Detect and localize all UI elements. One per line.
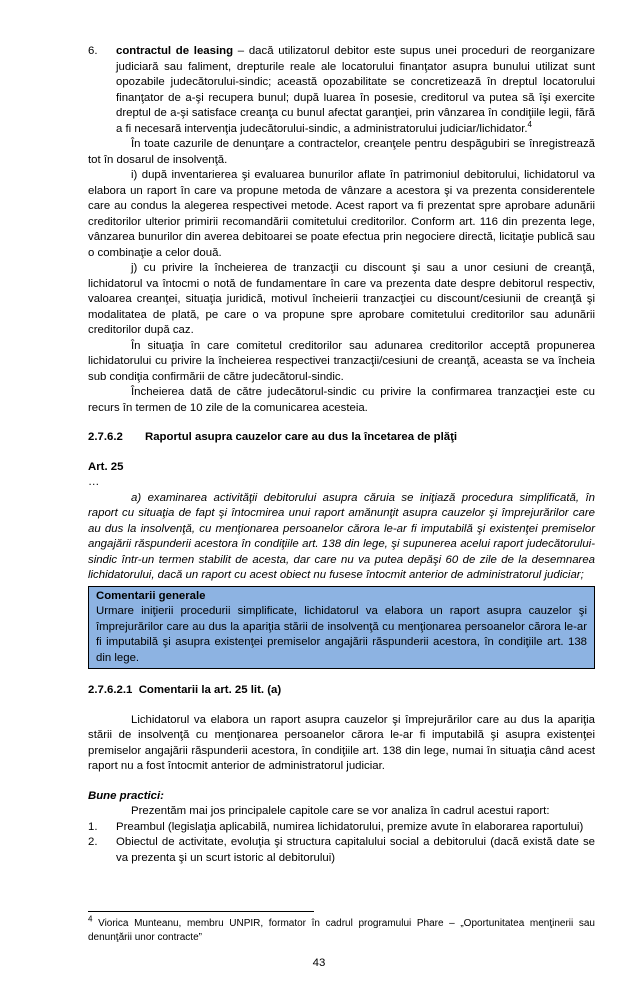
paragraph-comitet: În situaţia în care comitetul creditorilor sau adunarea creditorilor acceptă propunerea lichidatorului cu privire la încheierea respectivei tranzacţii/cesiuni de creanţă, aceasta se va încheia sub condiţia confirmării de către judecătorul-sindic. [88, 339, 595, 383]
footnote-text: Viorica Munteanu, membru UNPIR, formator în cadrul programului Phare – „Oportunitatea menţinerii sau denunţării unor contracte” [88, 918, 595, 943]
list-item [88, 835, 595, 866]
comment-box-title: Comentarii generale [96, 589, 206, 602]
list-text: Preambul (legislaţia aplicabilă, numirea lichidatorului, premize avute în elaborarea raportului) [116, 820, 584, 833]
subsection-title: Comentarii la art. 25 lit. (a) [138, 684, 282, 696]
article-title: Art. 25 [88, 460, 124, 473]
article-text: a) examinarea activităţii debitorului asupra căruia se iniţiază procedura simplificată, în raport cu situaţia de fapt şi întocmirea unui raport amănunţit asupra cauzelor şi împrejurărilor care au dus la insolvenţă, cu menţionarea persoanelor cărora le-ar fi imputabilă şi existenţei premiselor angajării răspunderii acestora în condiţiile art. 138 din lege, şi supunerea acelui raport judecătorului-sindic într-un termen stabilit de acesta, dar care nu va putea depăşi 60 de zile de la desemnarea lichidatorului, dacă un raport cu acest obiect nu fusese întocmit anterior de administratorul judiciar; [88, 491, 595, 581]
page-number: 43 [312, 957, 326, 969]
footnote [88, 914, 595, 945]
paragraph-i: i) după inventarierea şi evaluarea bunurilor aflate în patrimoniul debitorului, lichidatorul va elabora un raport în care va propune metoda de vânzare a acestora şi va prezenta considerentele care au condus la alegerea respectivei metode. Acest raport va fi prezentat spre aprobare adunării creditorilor ulterior primirii recomandării comitetului creditorilor. Conform art. 116 din prezenta lege, vânzarea bunurilor din averea debitoarei se poate efectua prin negociere directă, licitaţie publică sau o combinaţie a celor două. [88, 169, 595, 259]
item-text: – dacă utilizatorul debitor este supus unei proceduri de reorganizare judiciară sau faliment, drepturile reale ale locatorului finanţator asupra bunului utilizat sunt opozabile judecătorului-sindic; această opozabilitate se concretizează în dreptul locatorului finanţator de a-şi recupera bunul; după luarea în posesie, creditorul va putea să îşi exercite dreptul de a-şi satisface creanţa cu bunul afectat garanţiei, prin vânzarea în condiţiile legii, fără a fi necesară intervenţia judecătorului-sindic, a administratorului judiciar/lichidator. [116, 45, 596, 135]
footnote-separator [88, 911, 314, 912]
bune-practici-title: Bune practici: [88, 789, 164, 802]
list-text: Obiectul de activitate, evoluţia şi structura capitalului social a debitorului (dacă există date se va prezenta şi un scurt istoric al debitorului) [116, 836, 595, 864]
item-title: contractul de leasing [116, 45, 234, 57]
comment-box [88, 586, 595, 670]
list-item-6 [88, 44, 595, 137]
subsection-number: 2.7.6.2.1 [88, 684, 133, 696]
footnote-number: 4 [88, 914, 93, 924]
section-title: Raportul asupra cauzelor care au dus la încetarea de plăţi [145, 431, 458, 443]
paragraph-incheiere: Încheierea dată de către judecătorul-sindic cu privire la confirmarea tranzacţiei este cu recurs în termen de 10 zile de la comunicarea acesteia. [88, 386, 595, 414]
paragraph-lichidator: Lichidatorul va elabora un raport asupra cauzelor şi împrejurărilor care au dus la apariţia stării de insolvenţă cu menţionarea persoanelor cărora le-ar fi imputabilă şi asupra existenţei premiselor angajării răspunderii acestora, în condiţiile art. 138 din lege, numai în situaţia când acest raport nu a fost întocmit anterior de administratorul judiciar. [88, 713, 595, 772]
list-number: 1. [88, 820, 98, 833]
subsection-heading [88, 683, 595, 699]
ellipsis: … [88, 476, 100, 488]
list-item [88, 820, 595, 836]
list-number: 6. [88, 45, 98, 57]
list-number: 2. [88, 836, 98, 848]
comment-box-text: Urmare iniţierii procedurii simplificate, lichidatorul va elabora un raport asupra cauzelor şi împrejurărilor care au dus la apariţia stării de insolvenţă cu menţionarea persoanelor cărora le-ar fi imputabilă şi asupra existenţei premiselor angajării răspunderii acestora, în condiţiile art. 138 din lege. [96, 605, 587, 664]
page-body [88, 44, 595, 866]
bune-practici-intro: Prezentăm mai jos principalele capitole care se vor analiza în cadrul acestui raport: [131, 805, 550, 817]
paragraph-denuntare: În toate cazurile de denunţare a contractelor, creanţele pentru despăgubiri se înregistrează tot în dosarul de insolvenţă. [88, 138, 595, 166]
paragraph-j: j) cu privire la încheierea de tranzacţii cu discount şi sau a unor cesiuni de creanţă, lichidatorul va întocmi o notă de fundamentare în care va prezenta date despre debitorul respectiv, valoarea creanţei, situaţia juridică, motivul încheierii tranzacţiei cu discount/cesiunii de creanţă şi modalitatea de plată, pe care o va propune spre aprobare comitetului creditorilor sau adunării creditorilor după caz. [88, 262, 595, 336]
section-number: 2.7.6.2 [88, 431, 123, 443]
footnote-ref[interactable]: 4 [527, 119, 532, 129]
section-heading [88, 430, 595, 446]
